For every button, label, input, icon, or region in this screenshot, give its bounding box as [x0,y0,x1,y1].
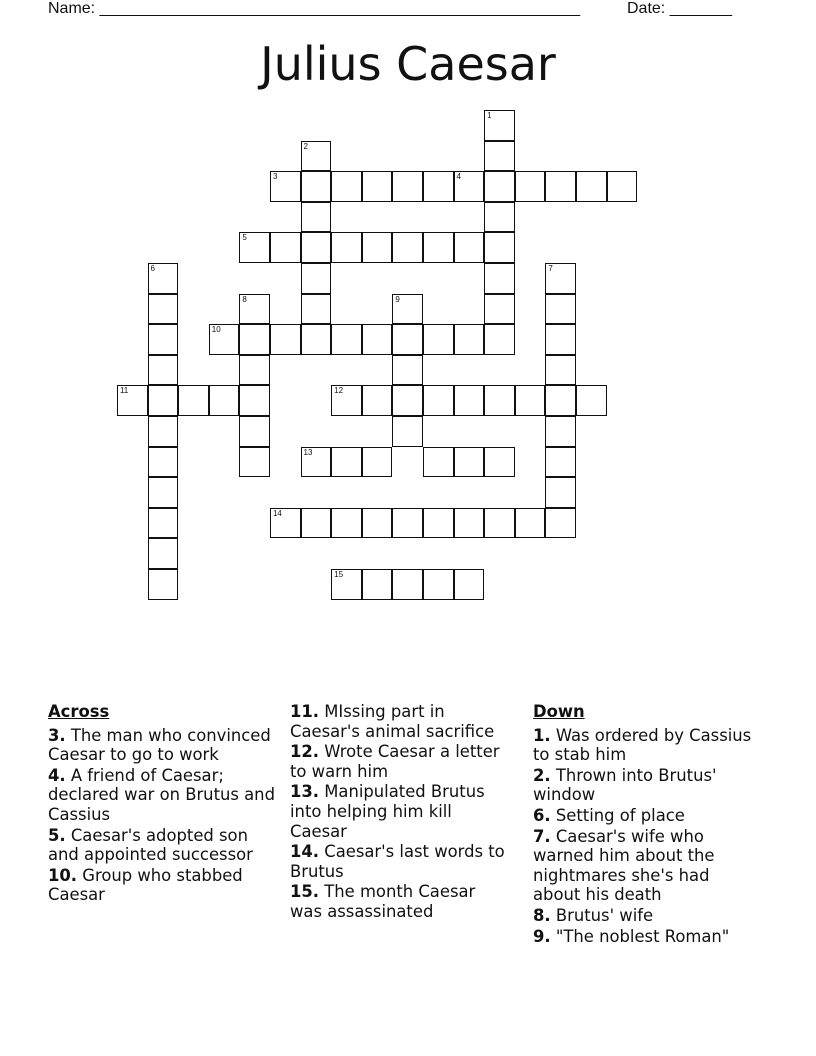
grid-cell[interactable] [392,508,423,539]
grid-cell[interactable] [239,355,270,386]
clue-number: 3 [272,172,278,182]
grid-cell[interactable] [515,385,546,416]
down-clues-column [533,702,758,947]
grid-cell[interactable] [362,447,393,478]
clue-across-5: 5. Caesar's adopted son and appointed successor [48,825,253,865]
grid-cell[interactable] [239,447,270,478]
clue-down-9: 9. "The noblest Roman" [533,926,730,946]
grid-cell[interactable] [392,416,423,447]
grid-cell[interactable] [148,294,179,325]
grid-cell[interactable] [331,232,362,263]
grid-cell-5[interactable] [239,232,270,263]
grid-cell-3[interactable] [270,171,301,202]
across-heading: Across [48,702,110,721]
clue-number: 15 [334,569,344,579]
grid-cell[interactable] [484,324,515,355]
clue-down-8: 8. Brutus' wife [533,905,654,925]
clue-number: 2 [303,141,308,151]
grid-cell[interactable] [484,508,515,539]
grid-cell[interactable] [148,385,179,416]
grid-cell[interactable] [362,385,393,416]
grid-cell[interactable] [239,416,270,447]
clue-across-15: 15. The month Caesar was assassinated [290,882,476,921]
clue-number: 7 [548,263,553,273]
grid-cell-8[interactable] [239,294,270,325]
across-clues-column-2 [290,702,512,923]
grid-cell-2[interactable] [301,141,332,172]
grid-cell[interactable] [545,508,576,539]
down-heading: Down [533,702,585,721]
clue-across-3: 3. The man who convinced Caesar to go to work [48,725,271,765]
grid-cell[interactable] [148,324,179,355]
clue-number: 1 [487,110,492,120]
grid-cell[interactable] [484,171,515,202]
grid-cell[interactable] [545,385,576,416]
grid-cell[interactable] [484,294,515,325]
grid-cell[interactable] [392,324,423,355]
grid-cell[interactable] [545,355,576,386]
grid-cell[interactable] [301,232,332,263]
grid-cell[interactable] [148,538,179,569]
clue-down-2: 2. Thrown into Brutus' window [533,765,717,805]
clue-number: 14 [272,508,282,518]
grid-cell[interactable] [270,232,301,263]
grid-cell[interactable] [454,324,485,355]
grid-cell[interactable] [331,171,362,202]
clue-number: 5 [242,233,247,243]
clue-down-7: 7. Caesar's wife who warned him about the nightmares she's had about his death [533,826,715,905]
grid-cell[interactable] [301,171,332,202]
grid-cell-13[interactable] [301,447,332,478]
clue-number: 6 [150,263,155,273]
grid-cell-10[interactable] [209,324,240,355]
grid-cell[interactable] [423,447,454,478]
grid-cell-6[interactable] [148,263,179,294]
grid-cell[interactable] [576,171,607,202]
grid-cell[interactable] [209,385,240,416]
clue-number: 4 [456,172,461,182]
grid-cell[interactable] [148,569,179,600]
grid-cell[interactable] [484,263,515,294]
grid-cell[interactable] [423,171,454,202]
grid-cell[interactable] [545,324,576,355]
grid-cell[interactable] [301,324,332,355]
grid-cell[interactable] [423,569,454,600]
clue-across-13: 13. Manipulated Brutus into helping him kill Caesar [290,782,485,841]
grid-cell[interactable] [301,263,332,294]
grid-cell[interactable] [331,447,362,478]
grid-cell[interactable] [270,324,301,355]
grid-cell-14[interactable] [270,508,301,539]
grid-cell[interactable] [545,447,576,478]
grid-cell[interactable] [423,385,454,416]
clue-number: 12 [334,386,344,396]
date-field-label[interactable]: Date: _______ [627,0,732,17]
clue-across-12: 12. Wrote Caesar a letter to warn him [290,742,500,781]
grid-cell[interactable] [362,324,393,355]
grid-cell[interactable] [392,385,423,416]
grid-cell[interactable] [454,508,485,539]
grid-cell[interactable] [484,232,515,263]
grid-cell[interactable] [178,385,209,416]
clue-down-6: 6. Setting of place [533,805,685,825]
grid-cell[interactable] [392,355,423,386]
grid-cell[interactable] [148,355,179,386]
grid-cell[interactable] [239,385,270,416]
clue-number: 8 [242,294,247,304]
grid-cell[interactable] [545,294,576,325]
clue-number: 10 [211,325,221,335]
grid-cell-11[interactable] [117,385,148,416]
grid-cell[interactable] [331,324,362,355]
grid-cell[interactable] [239,324,270,355]
grid-cell[interactable] [301,202,332,233]
grid-cell[interactable] [545,171,576,202]
grid-cell[interactable] [515,508,546,539]
grid-cell[interactable] [423,232,454,263]
grid-cell-7[interactable] [545,263,576,294]
clue-across-4: 4. A friend of Caesar; declared war on Brutus and Cassius [48,765,275,824]
grid-cell[interactable] [607,171,638,202]
grid-cell[interactable] [576,385,607,416]
clue-across-10: 10. Group who stabbed Caesar [48,865,243,905]
grid-cell[interactable] [454,447,485,478]
grid-cell-12[interactable] [331,385,362,416]
grid-cell[interactable] [454,385,485,416]
grid-cell[interactable] [148,447,179,478]
grid-cell[interactable] [301,508,332,539]
grid-cell-4[interactable] [454,171,485,202]
grid-cell[interactable] [362,508,393,539]
puzzle-title: Julius Caesar [260,37,556,91]
grid-cell[interactable] [362,569,393,600]
grid-cell-9[interactable] [392,294,423,325]
grid-cell[interactable] [484,202,515,233]
grid-cell[interactable] [362,171,393,202]
clue-down-1: 1. Was ordered by Cassius to stab him [533,725,752,765]
name-field-label[interactable]: Name: ______________________________________________________ [48,0,581,17]
grid-cell[interactable] [545,477,576,508]
grid-cell[interactable] [484,447,515,478]
grid-cell[interactable] [148,477,179,508]
grid-cell[interactable] [148,508,179,539]
grid-cell-15[interactable] [331,569,362,600]
grid-cell[interactable] [392,171,423,202]
clue-number: 11 [119,386,129,396]
grid-cell[interactable] [545,416,576,447]
grid-cell-1[interactable] [484,110,515,141]
grid-cell[interactable] [515,171,546,202]
clue-number: 13 [303,447,313,457]
grid-cell[interactable] [331,508,362,539]
clue-across-11: 11. MIssing part in Caesar's animal sacrifice [290,702,495,741]
grid-cell[interactable] [484,141,515,172]
grid-cell[interactable] [392,569,423,600]
grid-cell[interactable] [423,508,454,539]
clue-across-14: 14. Caesar's last words to Brutus [290,842,505,881]
clue-number: 9 [395,294,400,304]
grid-cell[interactable] [148,416,179,447]
grid-cell[interactable] [423,324,454,355]
grid-cell[interactable] [362,232,393,263]
across-clues-column-1 [48,702,283,906]
grid-cell[interactable] [454,232,485,263]
grid-cell[interactable] [454,569,485,600]
grid-cell[interactable] [484,385,515,416]
grid-cell[interactable] [301,294,332,325]
grid-cell[interactable] [392,232,423,263]
